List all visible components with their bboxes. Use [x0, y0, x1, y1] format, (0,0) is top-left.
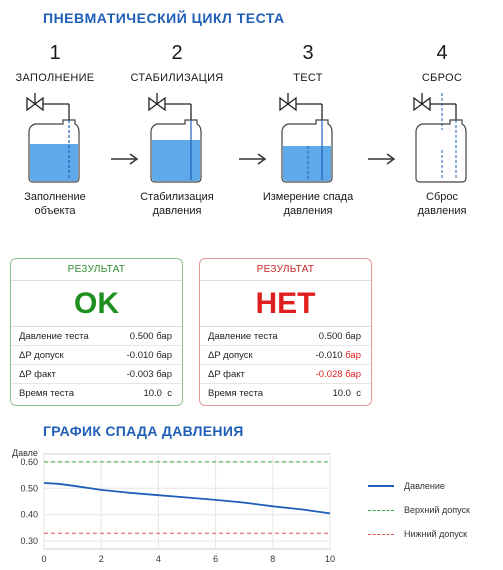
- legend-label: Верхний допуск: [404, 505, 470, 515]
- x-tick-label: 6: [213, 554, 219, 564]
- result-header: РЕЗУЛЬТАТ: [200, 259, 371, 281]
- result-row: [200, 327, 371, 346]
- row-label: Время теста: [19, 388, 75, 399]
- row-label: ΔP допуск: [208, 349, 253, 361]
- row-label: Давление теста: [208, 330, 278, 342]
- step-name: СБРОС: [421, 72, 463, 84]
- row-unit: бар: [156, 368, 172, 380]
- legend-item: [368, 474, 470, 498]
- row-value: -0.010: [126, 349, 154, 361]
- result-row: [11, 346, 182, 365]
- stabilization-vessel-icon: [147, 90, 207, 186]
- legend-swatch: [368, 510, 394, 511]
- row-value: 0.500: [129, 330, 154, 342]
- result-row: [11, 365, 182, 384]
- x-tick-label: 2: [98, 554, 104, 564]
- result-header: РЕЗУЛЬТАТ: [11, 259, 182, 281]
- row-label: ΔP факт: [208, 368, 245, 380]
- step-number: 4: [436, 42, 448, 64]
- y-tick-label: 0.50: [20, 483, 38, 494]
- result-row: [11, 327, 182, 346]
- result-row: [200, 384, 371, 403]
- arrow-right-icon: [110, 152, 140, 166]
- fill-vessel-icon: [25, 90, 85, 186]
- arrow-right-icon: [238, 152, 268, 166]
- row-unit: бар: [345, 330, 361, 342]
- pressure-chart: [0, 440, 350, 570]
- row-value: -0.028: [315, 368, 343, 380]
- chart-legend: [368, 474, 470, 546]
- chart-title: ГРАФИК СПАДА ДАВЛЕНИЯ: [43, 423, 244, 439]
- step-number: 3: [302, 42, 314, 64]
- page-title: ПНЕВМАТИЧЕСКИЙ ЦИКЛ ТЕСТА: [43, 10, 285, 26]
- row-label: ΔP факт: [19, 368, 56, 380]
- y-tick-label: 0.40: [20, 509, 38, 520]
- result-verdict: OK: [11, 281, 182, 327]
- row-unit: бар: [345, 368, 361, 380]
- legend-label: Давление: [404, 481, 445, 491]
- arrow-right-icon: [367, 152, 397, 166]
- step-fill: [0, 40, 110, 218]
- x-tick-label: 10: [324, 554, 336, 564]
- result-row: [200, 365, 371, 384]
- row-label: Давление теста: [19, 330, 89, 342]
- step-name: ЗАПОЛНЕНИЕ: [15, 72, 95, 84]
- row-unit: бар: [345, 349, 361, 361]
- row-value: 0.500: [318, 330, 343, 342]
- step-name: ТЕСТ: [293, 72, 323, 84]
- y-axis-label: Давле: [12, 448, 38, 458]
- row-label: Время теста: [208, 388, 264, 399]
- row-unit: бар: [156, 349, 172, 361]
- step-desc-1: Заполнение: [24, 191, 86, 203]
- result-row: [11, 384, 182, 403]
- step-test: [253, 40, 363, 218]
- row-value: 10.0: [143, 388, 162, 399]
- legend-swatch: [368, 485, 394, 487]
- row-label: ΔP допуск: [19, 349, 64, 361]
- legend-label: Нижний допуск: [404, 529, 468, 539]
- row-unit: бар: [156, 330, 172, 342]
- plot-area: [44, 454, 330, 549]
- step-number: 2: [171, 42, 183, 64]
- row-value: -0.010: [315, 349, 343, 361]
- step-release: [387, 40, 497, 218]
- release-vessel-icon: [412, 90, 472, 186]
- step-number: 1: [49, 42, 61, 64]
- result-card-fail: [199, 258, 372, 406]
- step-stabilization: [122, 40, 232, 218]
- legend-item: [368, 522, 470, 546]
- legend-swatch: [368, 534, 394, 535]
- result-row: [200, 346, 371, 365]
- step-desc-2: давления: [283, 205, 333, 217]
- result-verdict: НЕТ: [200, 281, 371, 327]
- x-tick-label: 0: [41, 554, 47, 564]
- step-desc-1: Сброс: [426, 191, 458, 203]
- step-desc-2: объекта: [34, 205, 76, 217]
- row-unit: с: [167, 388, 172, 399]
- step-desc-1: Стабилизация: [140, 191, 214, 203]
- result-card-ok: [10, 258, 183, 406]
- legend-item: [368, 498, 470, 522]
- row-unit: с: [356, 388, 361, 399]
- x-tick-label: 8: [270, 554, 276, 564]
- row-value: -0.003: [126, 368, 154, 380]
- step-desc-2: давления: [152, 205, 202, 217]
- step-name: СТАБИЛИЗАЦИЯ: [130, 72, 224, 84]
- test-vessel-icon: [278, 90, 338, 186]
- y-tick-label: 0.60: [20, 456, 38, 467]
- x-tick-label: 4: [155, 554, 161, 564]
- row-value: 10.0: [332, 388, 351, 399]
- y-tick-label: 0.30: [20, 536, 38, 547]
- step-desc-1: Измерение спада: [262, 191, 354, 203]
- step-desc-2: давления: [417, 205, 467, 217]
